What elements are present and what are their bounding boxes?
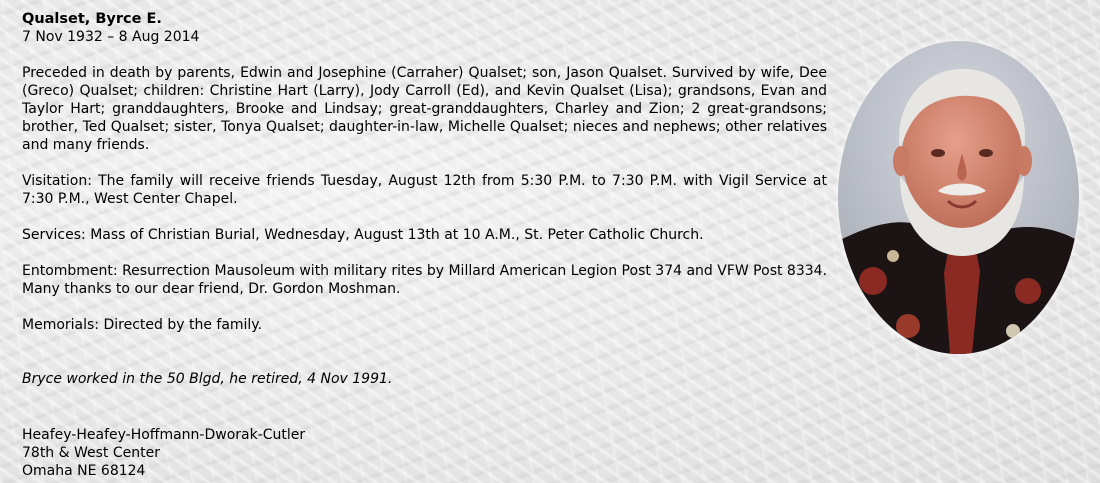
retirement-note: Bryce worked in the 50 Blgd, he retired, 4 Nov 1991.: [22, 371, 393, 387]
memorials-paragraph: Memorials: Directed by the family.: [22, 317, 263, 333]
funeral-home-name: Heafey-Heafey-Hoffmann-Dworak-Cutler: [22, 427, 306, 443]
family-paragraph: Preceded in death by parents, Edwin and Josephine (Carraher) Qualset; son, Jason Qualset. Survived by wife, Dee (Greco) Qualset; children: Christine Hart (Larry), Jody Carroll (Ed), and Kevin Qualset (Lisa); grandsons, Evan and Taylor Hart; granddaughters, Brooke and Lindsay; great-granddaughters, Charley and Zion; 2 great-grandsons; brother, Ted Qualset; sister, Tonya Qualset; daughter-in-law, Michelle Qualset; nieces and nephews; other relatives and many friends.: [22, 65, 827, 153]
portrait-photo: [838, 41, 1079, 354]
life-dates: 7 Nov 1932 – 8 Aug 2014: [22, 29, 200, 45]
services-paragraph: Services: Mass of Christian Burial, Wednesday, August 13th at 10 A.M., St. Peter Catholic Church.: [22, 227, 704, 243]
visitation-paragraph: Visitation: The family will receive friends Tuesday, August 12th from 5:30 P.M. to 7:30 P.M. with Vigil Service at 7:30 P.M., West Center Chapel.: [22, 173, 827, 207]
funeral-home-city: Omaha NE 68124: [22, 463, 146, 479]
funeral-home-street: 78th & West Center: [22, 445, 160, 461]
entombment-paragraph: Entombment: Resurrection Mausoleum with military rites by Millard American Legion Post 374 and VFW Post 8334. Many thanks to our dear friend, Dr. Gordon Moshman.: [22, 263, 828, 297]
deceased-name: Qualset, Byrce E.: [22, 11, 162, 27]
obituary-content: [22, 10, 827, 480]
